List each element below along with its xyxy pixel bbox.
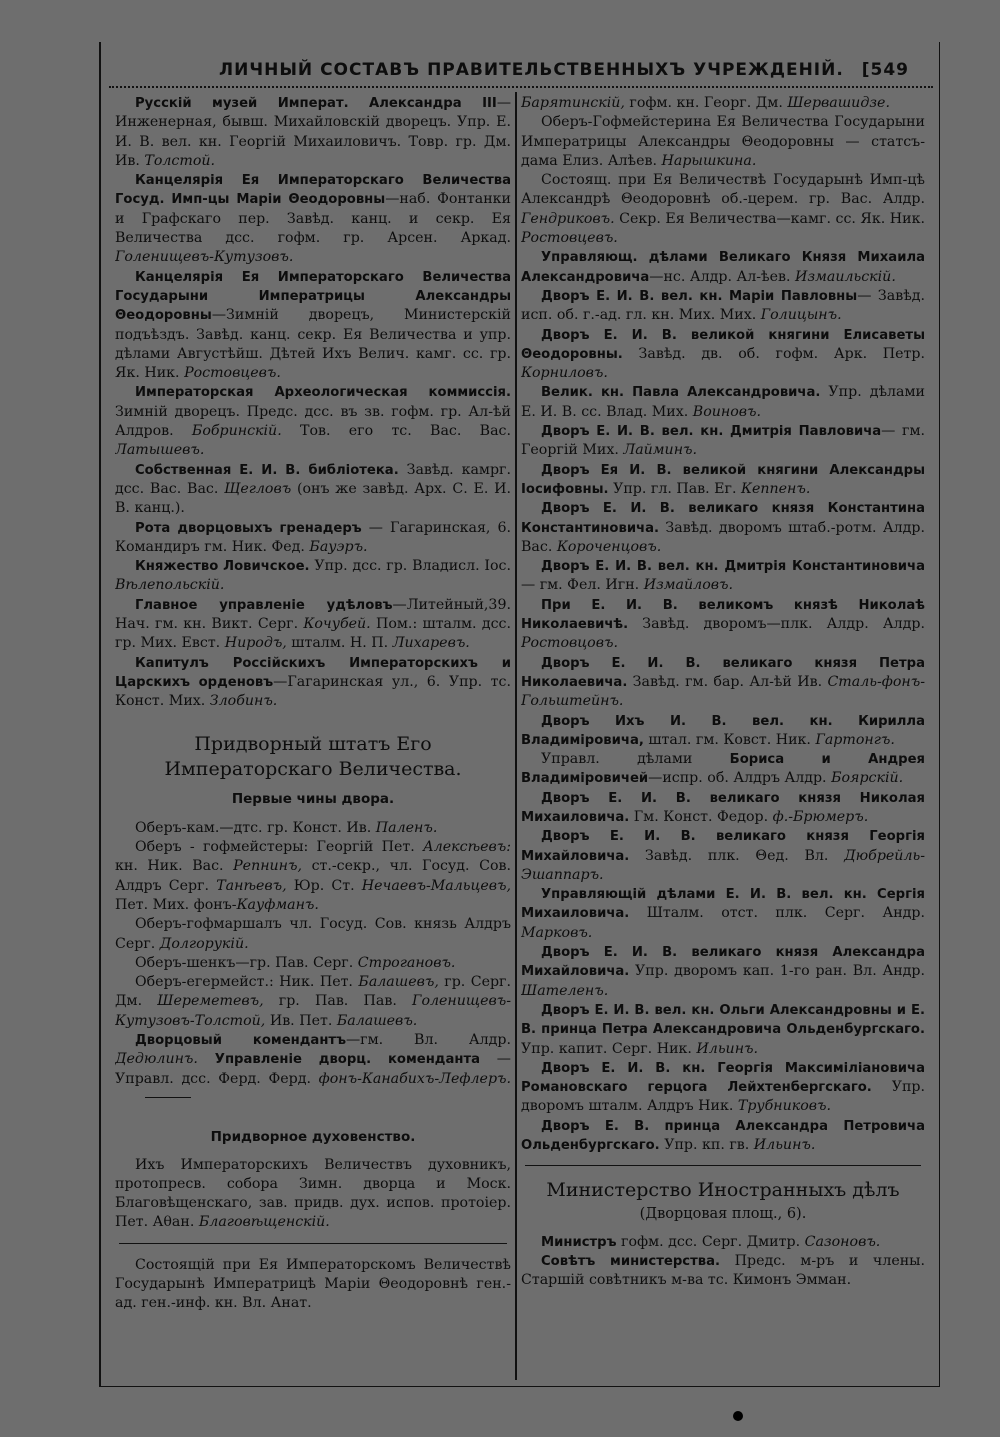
commandant-entry bbox=[115, 1031, 511, 1108]
entry bbox=[521, 827, 925, 885]
entry-text3: ст.-секр., чл. Госуд. Сов. Алдръ Серг. bbox=[115, 858, 511, 894]
entry-text2: кн. Ник. Вас. bbox=[115, 858, 234, 875]
separator-line-right bbox=[525, 1165, 921, 1166]
entry bbox=[521, 557, 925, 596]
entry-name: Кеппенъ. bbox=[741, 480, 811, 497]
entry-name2: Шереметевъ, bbox=[157, 993, 264, 1010]
entry-name: Голицынъ. bbox=[760, 307, 842, 324]
entry-text: Гм. Конст. Федор. bbox=[629, 808, 773, 825]
right-column bbox=[521, 94, 925, 1376]
entry-bold: Дворъ Е. И. В. великаго князя Георгія Михайловича. bbox=[521, 829, 925, 864]
left-column bbox=[115, 94, 511, 1376]
council-entry bbox=[521, 1252, 925, 1291]
entry-text: — гм. Фел. Игн. bbox=[521, 577, 644, 594]
entry-text: Оберъ - гофмейстеры: Георгій Пет. bbox=[135, 839, 423, 856]
entry bbox=[521, 461, 925, 500]
entry-bold: Дворъ Е. И. В. великаго князя Николая Михаиловича. bbox=[521, 790, 925, 825]
entry-bold: Дворъ Е. И. В. великаго князя Константина Константиновича. bbox=[521, 501, 925, 536]
entry-text2: Пом.: шталм. дсс. гр. Мих. Евст. bbox=[115, 616, 511, 652]
column-divider bbox=[515, 92, 517, 1380]
left-entry-list bbox=[115, 94, 511, 712]
entry bbox=[115, 94, 511, 171]
entry-bold: Главное управленіе удѣловъ bbox=[135, 597, 393, 613]
entry bbox=[115, 838, 511, 915]
entry bbox=[521, 422, 925, 461]
entry-name: Гартонгъ. bbox=[815, 731, 895, 748]
entry-name: Лайминъ. bbox=[623, 442, 698, 459]
entry bbox=[521, 885, 925, 943]
clergy-text: Ихъ Императорскихъ Величествъ духовникъ, протопресв. собора Зимн. дворца и Моск. Благовѣщенскаго, зав. придв. дух. испов. протоіер. Пет. Аθан. bbox=[115, 1156, 511, 1231]
entry-name3: Танѣевъ, bbox=[216, 877, 287, 894]
entry-name: Боярскій. bbox=[831, 770, 904, 787]
entry-bold: Канцелярія Ея Императорскаго Величества Государыни Императрицы Александры Θеодоровны bbox=[115, 269, 511, 324]
minister-bold: Министръ bbox=[541, 1234, 617, 1250]
entry-bold: Дворъ Е. И. В. вел. кн. Маріи Павловны bbox=[541, 288, 858, 304]
entry-bold: Канцелярія Ея Императорскаго Величества Госуд. Имп-цы Маріи Θеодоровны bbox=[115, 173, 511, 208]
entry-bold: Дворъ Е. И. В. вел. кн. Ольги Александровны и Е. В. принца Петра Александровича Ольденбургскаго. bbox=[521, 1002, 925, 1038]
entry bbox=[521, 326, 925, 384]
minister-text: гофм. дсс. Серг. Дмитр. bbox=[616, 1233, 805, 1250]
entry-bold: Дворъ Ихъ И. В. вел. кн. Кирилла Владиміровича, bbox=[521, 713, 925, 748]
entry-text: Оберъ-егермейст.: Ник. Пет. bbox=[135, 974, 359, 991]
entry bbox=[115, 268, 511, 384]
ober-entry bbox=[521, 113, 925, 171]
mgmt-text: — Управл. дсс. Ферд. Ферд. bbox=[115, 1051, 511, 1087]
sost-text-2: Секр. Ея Величества—камг. сс. Як. Ник. bbox=[614, 210, 925, 227]
entry-text4: Ив. Пет. bbox=[265, 1012, 337, 1029]
entry bbox=[115, 383, 511, 460]
entry-bold: Дворъ Е. И. В. вел. кн. Дмитрія Павловича bbox=[541, 424, 882, 440]
entry bbox=[521, 654, 925, 712]
entry-name2: Латышевъ. bbox=[115, 442, 205, 459]
entry-text3: гр. Пав. Пав. bbox=[263, 993, 413, 1010]
entry bbox=[521, 383, 925, 422]
entry bbox=[115, 596, 511, 654]
entry-bold: Дворъ Е. И. В. кн. Георгія Максиміліановича Романовскаго герцога Лейхтенбергскаго. bbox=[521, 1060, 925, 1096]
divider-rule bbox=[145, 1097, 191, 1098]
entry-bold: Императорская Археологическая коммиссія. bbox=[135, 385, 511, 401]
entry-text: —Литейный,39. Нач. гм. кн. Викт. Серг. bbox=[115, 596, 511, 633]
entry bbox=[115, 171, 511, 267]
entry-name: Бауэръ. bbox=[309, 538, 368, 555]
entry-text: Зимній дворецъ. Предс. дсс. въ зв. гофм. гр. Ал-ѣй Алдров. bbox=[115, 403, 511, 440]
entry-name: Злобинъ. bbox=[209, 693, 278, 710]
council-bold: Совѣтъ министерства. bbox=[541, 1253, 720, 1269]
entry bbox=[521, 1001, 925, 1059]
entry-name: Алексѣевъ: bbox=[423, 839, 511, 856]
entry-bold: Княжество Ловичское. bbox=[135, 559, 310, 575]
mgmt-bold: Управленіе дворц. коменданта bbox=[197, 1052, 481, 1068]
entry-bold: Дворъ Е. И. В. вел. кн. Дмитрія Константиновича bbox=[541, 559, 925, 575]
entry-bold: Собственная Е. И. В. библіотека. bbox=[135, 462, 399, 478]
entry-bold: Управляющ. дѣлами Великаго Князя Михаила Александровича bbox=[521, 250, 925, 285]
continuation-entry bbox=[521, 94, 925, 113]
entry-name: Дюбрейль-Эшаппаръ. bbox=[521, 847, 925, 883]
section-title-court: Придворный штатъ Его Императорскаго Величества. bbox=[164, 732, 462, 780]
entry-name: Корниловъ. bbox=[521, 365, 608, 382]
entry-name: Ростовцевъ. bbox=[184, 365, 281, 382]
entry-text: Завѣд. камрг. дсс. Вас. Вас. bbox=[115, 461, 511, 497]
entry bbox=[115, 954, 511, 973]
last-entry: Состоящій при Ея Императорскомъ Величествѣ Государынѣ Императрицѣ Маріи Θеодоровнѣ ген.-ад. ген.-инф. кн. Вл. Анат. bbox=[115, 1256, 511, 1312]
entry-text: —нс. Алдр. Ал-ѣев. bbox=[649, 268, 795, 285]
entry-text: Оберъ-шенкъ—гр. Пав. Серг. bbox=[135, 954, 358, 971]
entry bbox=[521, 499, 925, 557]
entry-name4: Балашевъ. bbox=[336, 1012, 418, 1029]
ober-name: Нарышкина. bbox=[661, 152, 757, 169]
entry bbox=[521, 287, 925, 326]
entry-plain-prefix: Управл. дѣлами bbox=[541, 751, 730, 768]
entry-text: — Гагаринская, 6. Командиръ гм. Ник. Фед. bbox=[115, 519, 511, 555]
entry-text: Завѣд. дв. об. гофм. Арк. Петр. bbox=[622, 345, 925, 362]
entry-bold: Дворъ Е. И. В. великаго князя Александра Михайловича. bbox=[521, 945, 925, 980]
entry bbox=[521, 248, 925, 287]
entry-name: Балашевъ, bbox=[358, 974, 439, 991]
running-title: ЛИЧНЫЙ СОСТАВЪ ПРАВИТЕЛЬСТВЕННЫХЪ УЧРЕЖДЕНІЙ. bbox=[219, 60, 844, 80]
entry bbox=[521, 750, 925, 789]
minister-name: Сазоновъ. bbox=[804, 1233, 881, 1250]
clergy-name: Благовѣщенскій. bbox=[198, 1214, 330, 1231]
sost-name-2: Ростовцевъ. bbox=[521, 230, 618, 247]
ministry-address: (Дворцовая площ., 6). bbox=[639, 1206, 807, 1223]
ink-dot bbox=[733, 1411, 743, 1421]
entry-name3: Голенищевъ-Кутузовъ-Толстой, bbox=[115, 993, 511, 1029]
clergy-entry bbox=[115, 1156, 511, 1233]
entry-name: Строгановъ. bbox=[357, 954, 456, 971]
page bbox=[99, 42, 940, 1387]
entry-text: Оберъ-гофмаршалъ чл. Госуд. Сов. князь Алдръ Серг. bbox=[115, 916, 511, 952]
entry bbox=[521, 1059, 925, 1117]
continuation-name: Барятинскій, bbox=[521, 95, 625, 111]
mgmt-name: фонъ-Канабихъ-Лефлеръ. bbox=[318, 1070, 511, 1087]
entry-bold: Дворъ Е. И. В. великаго князя Петра Николаевича. bbox=[521, 655, 925, 690]
entry-name: Голенищевъ-Кутузовъ. bbox=[115, 249, 294, 266]
subsection-first-ranks: Первые чины двора. bbox=[231, 790, 395, 807]
entry-text: — гм. Георгій Мих. bbox=[521, 423, 925, 459]
entry-name: Паленъ. bbox=[375, 819, 438, 836]
entry bbox=[115, 557, 511, 596]
entry-name: Долгорукій. bbox=[159, 935, 249, 952]
commandant-name: Дедюлинъ. bbox=[115, 1051, 198, 1068]
right-entry-list bbox=[521, 248, 925, 1155]
entry-bold: Управляющій дѣлами Е. И. В. вел. кн. Сергія Михаиловича. bbox=[521, 887, 925, 922]
entry bbox=[115, 819, 511, 838]
entry-name: Бобринскій. bbox=[191, 423, 282, 440]
entry-name: ф.-Брюмеръ. bbox=[772, 808, 869, 825]
entry-text: —Инженерная, бывш. Михайловскій дворецъ. Упр. Е. И. В. вел. кн. Георгій Михаиловичъ. Товр. гр. Дм. Ив. bbox=[115, 95, 511, 169]
entry-text: —наб. Фонтанки и Графскаго пер. Завѣд. канц. и секр. Ея Величества дсс. гофм. гр. Арсен. Аркад. bbox=[115, 191, 511, 247]
entry-text5: Пет. Мих. фонъ- bbox=[115, 896, 237, 913]
entry-text: Завѣд. плк. Θед. Вл. bbox=[629, 847, 845, 864]
entry bbox=[115, 654, 511, 712]
entry-text: Завѣд. дворомъ—плк. Алдр. Алдр. bbox=[628, 616, 925, 633]
entry bbox=[115, 973, 511, 1031]
entry bbox=[521, 596, 925, 654]
entry bbox=[521, 712, 925, 751]
entry-text2: гр. Серг. Дм. bbox=[115, 974, 511, 1010]
entry-bold: Капитулъ Россійскихъ Императорскихъ и Царскихъ орденовъ bbox=[115, 655, 511, 690]
entry bbox=[115, 519, 511, 558]
entry-name: Щегловъ bbox=[224, 480, 292, 497]
entry-text3: шталм. Н. П. bbox=[286, 635, 393, 652]
entry bbox=[521, 943, 925, 1001]
entry-text: штал. гм. Ковст. Ник. bbox=[643, 731, 816, 748]
entry-name2: Ниродъ, bbox=[224, 635, 287, 652]
entry-text: —Зимній дворецъ, Министерскій подъѣздъ. Завѣд. канц. секр. Ея Величества и упр. дѣлами Августѣйш. Дѣтей Ихъ Велич. камг. сс. гр. Як. Ник. bbox=[115, 307, 511, 382]
entry-name: Ильинъ. bbox=[696, 1040, 759, 1057]
continuation-text: гофм. кн. Георг. Дм. bbox=[624, 95, 788, 111]
entry-bold: Дворъ Е. В. принца Александра Петровича Ольденбургскаго. bbox=[521, 1118, 925, 1154]
entry-text: —испр. об. Алдръ Алдр. bbox=[648, 770, 832, 787]
entry-text2: (онъ же завѣд. Арх. С. Е. И. В. канц.). bbox=[115, 480, 511, 517]
entry-name: Трубниковъ. bbox=[737, 1098, 832, 1115]
section-title-ministry: Министерство Иностранныхъ дѣлъ bbox=[546, 1179, 900, 1202]
council-text: Предс. м-ръ и члены. Старшій совѣтникъ м-ва тс. Кимонъ Эмман. bbox=[521, 1252, 925, 1289]
entry-name: Вѣлепольскій. bbox=[115, 577, 225, 594]
entry-bold: Русскій музей Императ. Александра III bbox=[135, 96, 497, 111]
ober-text: Оберъ-Гофмейстерина Ея Величества Государыни Императрицы Александры Θеодоровны — статсъ-дама Елиз. Алѣев. bbox=[521, 114, 925, 169]
subsection-clergy: Придворное духовенство. bbox=[210, 1129, 416, 1146]
sost-text: Состоящ. при Ея Величествѣ Государынѣ Имп-цѣ Александрѣ Θеодоровнѣ об.-церем. гр. Вас. Алдр. bbox=[521, 172, 925, 208]
entry-text: Упр. дсс. гр. Владисл. Іос. bbox=[309, 558, 511, 575]
court-entry-list bbox=[115, 819, 511, 1031]
entry-name: Измаильскій. bbox=[795, 268, 896, 285]
entry-text: Упр. гл. Пав. Ег. bbox=[608, 480, 741, 497]
entry-text: Упр. дворомъ шталм. Алдръ Ник. bbox=[521, 1079, 925, 1115]
entry-name: Сталь-фонъ-Гольштейнъ. bbox=[521, 673, 925, 710]
entry-name: Воиновъ. bbox=[692, 403, 761, 420]
entry-bold: Дворъ Е. И. В. великой княгини Елисаветы Θеодоровны. bbox=[521, 327, 925, 362]
entry-text: —Гагаринская ул., 6. Упр. тс. Конст. Мих. bbox=[115, 673, 511, 710]
entry-name5: Кауфманъ. bbox=[236, 896, 319, 913]
sost-entry bbox=[521, 171, 925, 248]
commandant-text: —гм. Вл. Алдр. bbox=[345, 1032, 511, 1049]
minister-entry bbox=[521, 1233, 925, 1252]
entry-name: Короченцовъ. bbox=[556, 538, 662, 555]
entry-bold: Рота дворцовыхъ гренадеръ bbox=[135, 520, 362, 536]
entry-name: Шателенъ. bbox=[521, 982, 609, 999]
entry bbox=[115, 461, 511, 519]
sost-name: Гендриковъ. bbox=[521, 210, 615, 227]
commandant-bold: Дворцовый комендантъ bbox=[135, 1033, 346, 1049]
entry-text: Упр. дѣлами Е. И. В. сс. Влад. Мих. bbox=[521, 384, 925, 420]
entry-text2: Тов. его тс. Вас. Вас. bbox=[281, 423, 511, 440]
entry-bold: При Е. И. В. великомъ князѣ Николаѣ Николаевичѣ. bbox=[521, 597, 925, 633]
entry-text: — Завѣд. исп. об. г.-ад. гл. кн. Мих. Мих. bbox=[521, 287, 925, 324]
entry-bold: Велик. кн. Павла Александровича. bbox=[541, 385, 821, 401]
entry-bold: Бориса и Андрея Владиміровичей bbox=[521, 752, 925, 787]
entry-text: Шталм. отст. плк. Серг. Андр. bbox=[629, 905, 925, 922]
entry-text: Упр. капит. Серг. Ник. bbox=[521, 1040, 697, 1057]
entry-name: Ростовцовъ. bbox=[521, 635, 618, 652]
entry bbox=[521, 1117, 925, 1156]
entry-name: Кочубей. bbox=[303, 616, 371, 633]
entry-text: Упр. дворомъ кап. 1-го ран. Вл. Андр. bbox=[629, 963, 925, 980]
entry-bold: Дворъ Ея И. В. великой княгини Александры Іосифовны. bbox=[521, 462, 925, 497]
entry-name3: Лихаревъ. bbox=[392, 635, 470, 652]
entry-name: Марковъ. bbox=[521, 924, 593, 941]
entry-text: Оберъ-кам.—дтс. гр. Конст. Ив. bbox=[135, 819, 376, 836]
entry-text: Упр. кп. гв. bbox=[659, 1137, 754, 1154]
entry-text4: Юр. Ст. bbox=[286, 877, 362, 894]
entry-name4: Нечаевъ-Мальцевъ, bbox=[361, 877, 511, 894]
entry-text: Завѣд. дворомъ штаб.-ротм. Алдр. Вас. bbox=[521, 519, 925, 555]
entry-name: Ильинъ. bbox=[753, 1137, 816, 1154]
entry-name: Измайловъ. bbox=[643, 577, 733, 594]
entry bbox=[115, 915, 511, 954]
entry-name: Толстой. bbox=[144, 152, 216, 169]
entry-text: Завѣд. гм. бар. Ал-ѣй Ив. bbox=[627, 673, 828, 690]
separator-line bbox=[119, 1243, 507, 1244]
page-number: [549 bbox=[861, 60, 909, 80]
entry-name2: Репнинъ, bbox=[233, 858, 302, 875]
entry bbox=[521, 789, 925, 828]
continuation-name-2: Шервашидзе. bbox=[787, 95, 890, 111]
